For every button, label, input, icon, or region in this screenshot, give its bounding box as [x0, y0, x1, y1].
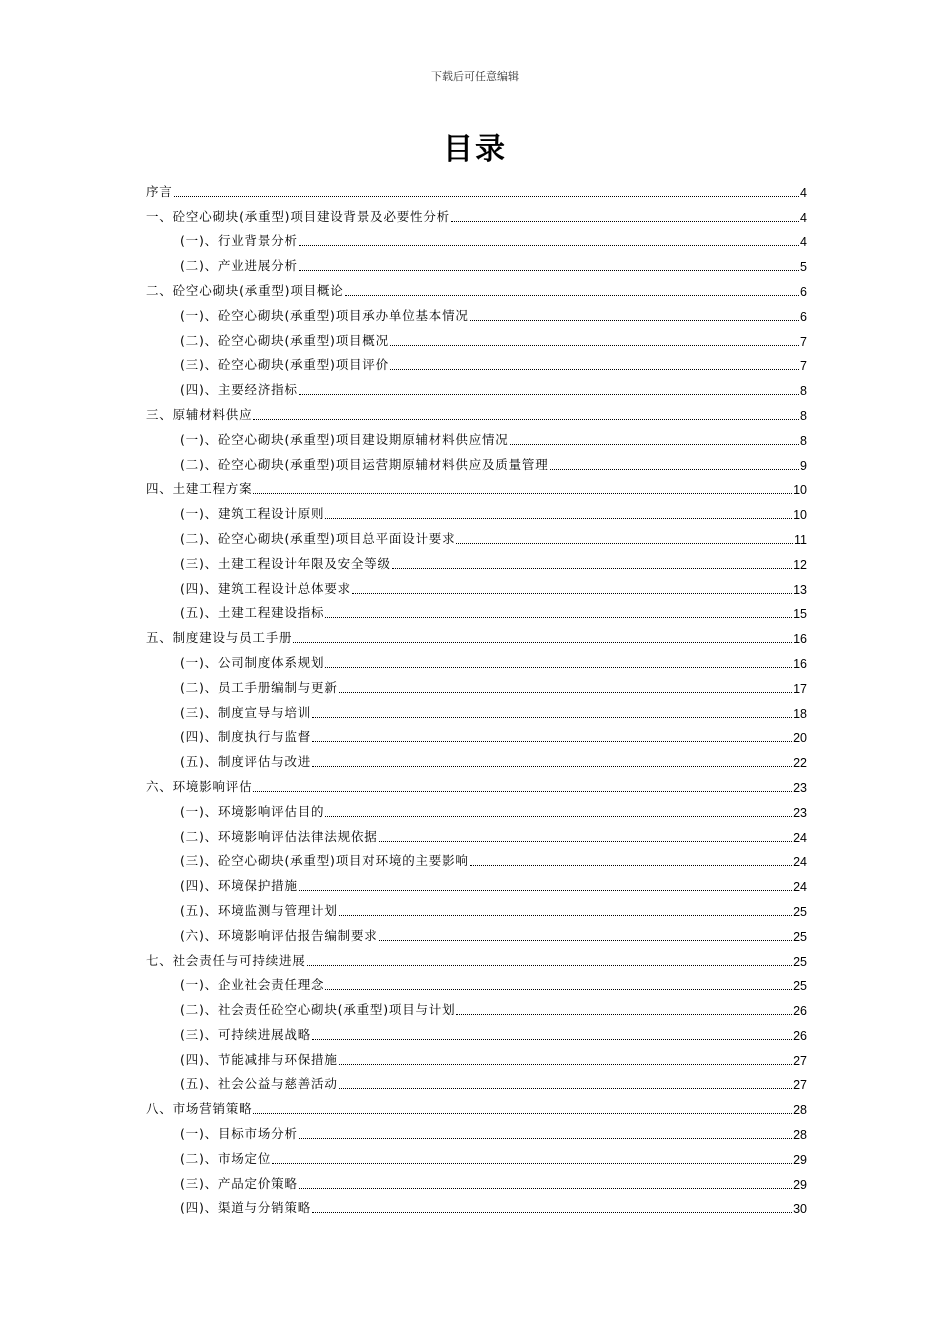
toc-entry-title: (一)、公司制度体系规划 — [180, 654, 325, 670]
toc-entry-page: 11 — [794, 532, 807, 547]
toc-entry-page: 5 — [800, 260, 807, 275]
toc-entry-page: 13 — [793, 582, 807, 597]
toc-entry-title: (五)、环境监测与管理计划 — [180, 902, 338, 918]
toc-entry-title: (三)、产品定价策略 — [180, 1175, 298, 1191]
toc-entry-title: (四)、建筑工程设计总体要求 — [180, 580, 351, 596]
toc-entry-title: (一)、砼空心砌块(承重型)项目承办单位基本情况 — [180, 307, 469, 323]
toc-entry[interactable] — [146, 572, 807, 597]
toc-entry-title: 五、制度建设与员工手册 — [146, 630, 293, 646]
dot-leader — [312, 1211, 792, 1213]
toc-entry[interactable] — [146, 1092, 807, 1117]
toc-entry[interactable] — [146, 721, 807, 746]
toc-entry-page: 27 — [793, 1053, 807, 1068]
toc-entry-title: (二)、砼空心砌块(承重型)项目运营期原辅材料供应及质量管理 — [180, 456, 549, 472]
dot-leader — [307, 964, 792, 966]
toc-entry-page: 7 — [800, 334, 807, 349]
toc-entry-page: 4 — [800, 185, 807, 200]
toc-entry[interactable] — [146, 200, 807, 225]
toc-entry[interactable] — [146, 894, 807, 919]
toc-entry-title: (一)、目标市场分析 — [180, 1126, 298, 1142]
toc-entry[interactable] — [146, 349, 807, 374]
dot-leader — [510, 443, 799, 445]
toc-entry-page: 25 — [793, 904, 807, 919]
toc-entry[interactable] — [146, 1043, 807, 1068]
toc-entry-page: 17 — [793, 681, 807, 696]
toc-entry[interactable] — [146, 274, 807, 299]
dot-leader — [550, 468, 800, 470]
toc-entry[interactable] — [146, 547, 807, 572]
toc-entry[interactable] — [146, 770, 807, 795]
toc-entry-page: 8 — [800, 408, 807, 423]
dot-leader — [312, 765, 792, 767]
toc-entry[interactable] — [146, 820, 807, 845]
toc-entry-page: 12 — [793, 557, 807, 572]
toc-entry[interactable] — [146, 845, 807, 870]
dot-leader — [339, 691, 792, 693]
toc-entry-page: 29 — [793, 1152, 807, 1167]
toc-entry[interactable] — [146, 1018, 807, 1043]
toc-entry-title: 七、社会责任与可持续进展 — [146, 952, 306, 968]
dot-leader — [339, 1063, 792, 1065]
toc-entry-title: 六、环境影响评估 — [146, 778, 253, 794]
dot-leader — [253, 790, 792, 792]
toc-entry-page: 4 — [800, 210, 807, 225]
toc-entry-page: 16 — [793, 656, 807, 671]
dot-leader — [299, 244, 799, 246]
toc-entry-title: (四)、渠道与分销策略 — [180, 1200, 312, 1216]
toc-entry-page: 9 — [800, 458, 807, 473]
dot-leader — [293, 641, 792, 643]
toc-entry-page: 29 — [793, 1177, 807, 1192]
toc-entry[interactable] — [146, 448, 807, 473]
toc-entry[interactable] — [146, 621, 807, 646]
dot-leader — [299, 1137, 792, 1139]
dot-leader — [470, 864, 792, 866]
toc-entry-page: 18 — [793, 706, 807, 721]
toc-entry-page: 10 — [793, 508, 807, 523]
toc-entry-page: 4 — [800, 235, 807, 250]
dot-leader — [379, 840, 793, 842]
dot-leader — [253, 418, 799, 420]
toc-entry-title: (一)、环境影响评估目的 — [180, 803, 325, 819]
dot-leader — [456, 1013, 792, 1015]
dot-leader — [299, 889, 792, 891]
toc-entry[interactable] — [146, 423, 807, 448]
toc-entry-page: 7 — [800, 359, 807, 374]
toc-entry-title: (六)、环境影响评估报告编制要求 — [180, 927, 378, 943]
toc-entry-page: 8 — [800, 433, 807, 448]
dot-leader — [174, 195, 799, 197]
toc-entry-title: 三、原辅材料供应 — [146, 406, 253, 422]
dot-leader — [272, 1162, 792, 1164]
toc-entry-title: (一)、行业背景分析 — [180, 233, 298, 249]
dot-leader — [299, 269, 799, 271]
dot-leader — [325, 815, 792, 817]
dot-leader — [325, 616, 792, 618]
toc-entry-page: 25 — [793, 954, 807, 969]
dot-leader — [325, 517, 792, 519]
dot-leader — [325, 988, 792, 990]
toc-entry-title: (五)、土建工程建设指标 — [180, 605, 325, 621]
toc-entry-title: 八、市场营销策略 — [146, 1101, 253, 1117]
toc-entry-title: (五)、制度评估与改进 — [180, 754, 312, 770]
dot-leader — [312, 716, 792, 718]
toc-entry-title: 二、砼空心砌块(承重型)项目概论 — [146, 282, 344, 298]
toc-entry-page: 23 — [793, 805, 807, 820]
toc-entry[interactable] — [146, 1068, 807, 1093]
toc-entry[interactable] — [146, 497, 807, 522]
toc-entry-title: (二)、产业进展分析 — [180, 258, 298, 274]
toc-entry-page: 15 — [793, 607, 807, 622]
toc-entry[interactable] — [146, 1117, 807, 1142]
toc-entry-page: 26 — [793, 1028, 807, 1043]
toc-entry[interactable] — [146, 869, 807, 894]
toc-entry-title: (三)、砼空心砌块(承重型)项目对环境的主要影响 — [180, 853, 469, 869]
dot-leader — [379, 939, 793, 941]
toc-entry-title: (四)、环境保护措施 — [180, 878, 298, 894]
toc-entry-page: 24 — [793, 830, 807, 845]
page-title: 目录 — [443, 132, 507, 167]
toc-entry-page: 25 — [793, 979, 807, 994]
dot-leader — [299, 1187, 792, 1189]
toc-entry-title: (一)、企业社会责任理念 — [180, 977, 325, 993]
toc-entry-page: 27 — [793, 1078, 807, 1093]
toc-entry-page: 24 — [793, 855, 807, 870]
toc-entry[interactable] — [146, 944, 807, 969]
dot-leader — [345, 294, 799, 296]
toc-entry-page: 23 — [793, 780, 807, 795]
toc-entry[interactable] — [146, 969, 807, 994]
dot-leader — [339, 914, 792, 916]
dot-leader — [325, 666, 792, 668]
dot-leader — [312, 740, 792, 742]
toc-entry[interactable] — [146, 1192, 807, 1217]
dot-leader — [451, 220, 799, 222]
toc-entry-title: (五)、社会公益与慈善活动 — [180, 1076, 338, 1092]
toc-entry-page: 20 — [793, 731, 807, 746]
toc-entry-page: 8 — [800, 384, 807, 399]
toc-entry[interactable] — [146, 1167, 807, 1192]
dot-leader — [390, 344, 799, 346]
toc-entry-page: 6 — [800, 284, 807, 299]
toc-entry-title: 一、砼空心砌块(承重型)项目建设背景及必要性分析 — [146, 208, 450, 224]
dot-leader — [253, 1112, 792, 1114]
dot-leader — [390, 368, 799, 370]
toc-entry[interactable] — [146, 919, 807, 944]
toc-entry-title: (三)、制度宣导与培训 — [180, 704, 312, 720]
toc-entry-title: (四)、制度执行与监督 — [180, 729, 312, 745]
toc-entry[interactable] — [146, 1142, 807, 1167]
toc-entry-page: 6 — [800, 309, 807, 324]
toc-entry-title: (三)、砼空心砌块(承重型)项目评价 — [180, 357, 389, 373]
toc-entry-title: (四)、主要经济指标 — [180, 382, 298, 398]
toc-entry[interactable] — [146, 795, 807, 820]
toc-entry[interactable] — [146, 175, 807, 200]
toc-entry-page: 24 — [793, 880, 807, 895]
toc-entry-title: (一)、砼空心砌块(承重型)项目建设期原辅材料供应情况 — [180, 431, 509, 447]
dot-leader — [253, 492, 792, 494]
toc-entry-page: 28 — [793, 1128, 807, 1143]
toc-entry-page: 22 — [793, 756, 807, 771]
table-of-contents — [146, 175, 807, 1216]
toc-entry-title: (三)、可持续进展战略 — [180, 1026, 312, 1042]
toc-entry-page: 25 — [793, 929, 807, 944]
toc-entry[interactable] — [146, 646, 807, 671]
toc-entry-page: 16 — [793, 632, 807, 647]
toc-entry[interactable] — [146, 522, 807, 547]
toc-entry-title: (三)、土建工程设计年限及安全等级 — [180, 555, 391, 571]
toc-entry-page: 28 — [793, 1103, 807, 1118]
toc-entry-title: (二)、市场定位 — [180, 1150, 272, 1166]
toc-entry-title: (二)、员工手册编制与更新 — [180, 679, 338, 695]
toc-entry[interactable] — [146, 225, 807, 250]
toc-entry-page: 10 — [793, 483, 807, 498]
toc-entry[interactable] — [146, 373, 807, 398]
toc-entry-page: 26 — [793, 1004, 807, 1019]
header-note: 下载后可任意编辑 — [431, 70, 519, 83]
toc-entry[interactable] — [146, 696, 807, 721]
toc-entry[interactable] — [146, 745, 807, 770]
toc-entry-title: 四、土建工程方案 — [146, 481, 253, 497]
toc-entry[interactable] — [146, 473, 807, 498]
toc-entry-title: (二)、环境影响评估法律法规依据 — [180, 828, 378, 844]
toc-entry-title: (二)、社会责任砼空心砌块(承重型)项目与计划 — [180, 1002, 456, 1018]
toc-entry[interactable] — [146, 299, 807, 324]
toc-entry[interactable] — [146, 398, 807, 423]
toc-entry[interactable] — [146, 249, 807, 274]
dot-leader — [392, 567, 792, 569]
toc-entry[interactable] — [146, 597, 807, 622]
dot-leader — [312, 1038, 792, 1040]
toc-entry-title: 序言 — [146, 183, 173, 199]
dot-leader — [352, 592, 792, 594]
toc-entry-title: (四)、节能减排与环保措施 — [180, 1051, 338, 1067]
toc-entry-page: 30 — [793, 1202, 807, 1217]
toc-entry-title: (二)、砼空心砌块(承重型)项目总平面设计要求 — [180, 530, 456, 546]
toc-entry-title: (一)、建筑工程设计原则 — [180, 506, 325, 522]
toc-entry[interactable] — [146, 671, 807, 696]
toc-entry[interactable] — [146, 324, 807, 349]
dot-leader — [339, 1087, 792, 1089]
dot-leader — [456, 542, 793, 544]
toc-entry-title: (二)、砼空心砌块(承重型)项目概况 — [180, 332, 389, 348]
dot-leader — [299, 393, 799, 395]
dot-leader — [470, 319, 799, 321]
toc-entry[interactable] — [146, 993, 807, 1018]
